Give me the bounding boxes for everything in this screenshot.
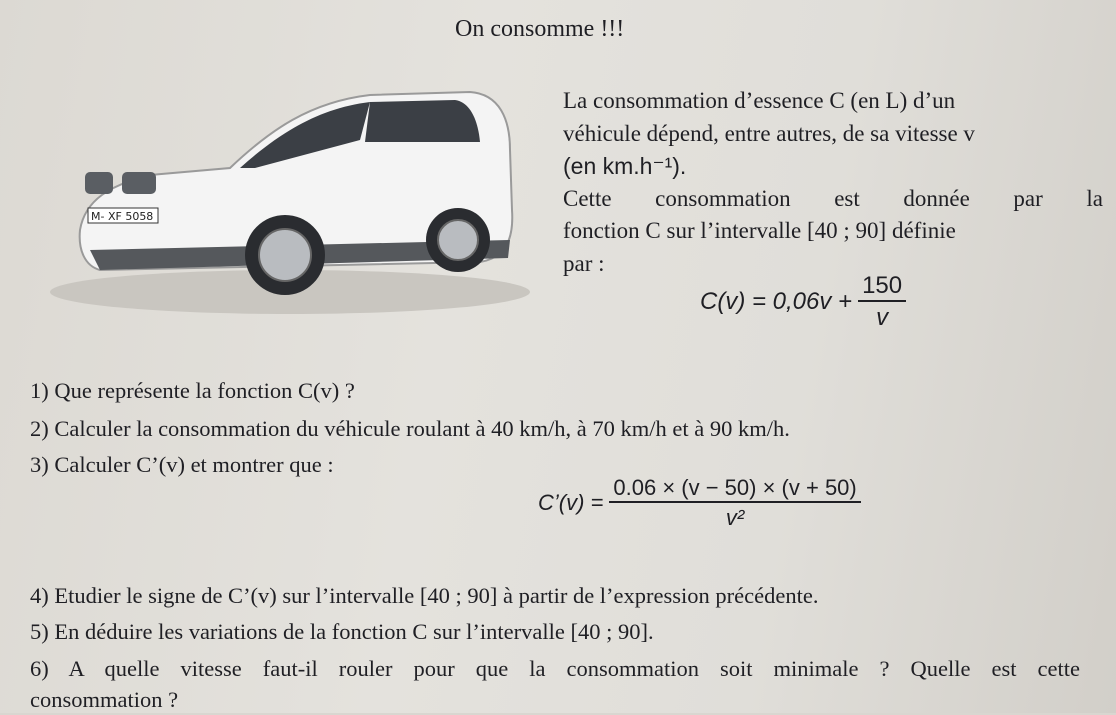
derivative-numerator: 0.06 × (v − 50) × (v + 50) [613,475,857,500]
question-6 [30,653,1080,715]
exercise-title: On consomme !!! [455,16,625,42]
fraction-numerator: 150 [862,272,903,299]
car-photo [40,80,540,330]
derivative-lhs: C’(v) = [538,490,604,515]
question-3: 3) Calculer C’(v) et montrer que : [30,452,334,477]
intro-line-2: véhicule dépend, entre autres, de sa vitesse v [563,120,975,146]
derivative-formula [538,475,861,531]
intro-line-4: Cette consommation est donnée par la [563,185,1103,211]
fraction-denominator: v [876,304,889,331]
intro-line-3: (en km.h⁻¹). [563,153,687,179]
intro-line-5: fonction C sur l’intervalle [40 ; 90] définie [563,218,956,243]
intro-paragraph [563,85,1103,280]
derivative-denominator: v² [725,505,745,530]
question-2: 2) Calculer la consommation du véhicule roulant à 40 km/h, à 70 km/h et à 90 km/h. [30,416,790,441]
license-plate-text: M- XF 5058 [91,210,154,223]
question-1: 1) Que représente la fonction C(v) ? [30,378,355,403]
question-5: 5) En déduire les variations de la fonction C sur l’intervalle [40 ; 90]. [30,619,654,644]
intro-line-1: La consommation d’essence C (en L) d’un [563,88,956,113]
question-6-line-1: 6) A quelle vitesse faut-il rouler pour que la consommation soit minimale ? Quelle est cette [30,656,1080,681]
intro-line-6: par : [563,250,605,276]
derivative-fraction [609,475,860,531]
question-4: 4) Etudier le signe de C’(v) sur l’intervalle [40 ; 90] à partir de l’expression précédente. [30,583,819,608]
formula-fraction [858,272,906,332]
consumption-formula [700,272,906,332]
question-6-line-2: consommation ? [30,687,179,712]
formula-lhs: C(v) = 0,06v + [700,288,853,315]
